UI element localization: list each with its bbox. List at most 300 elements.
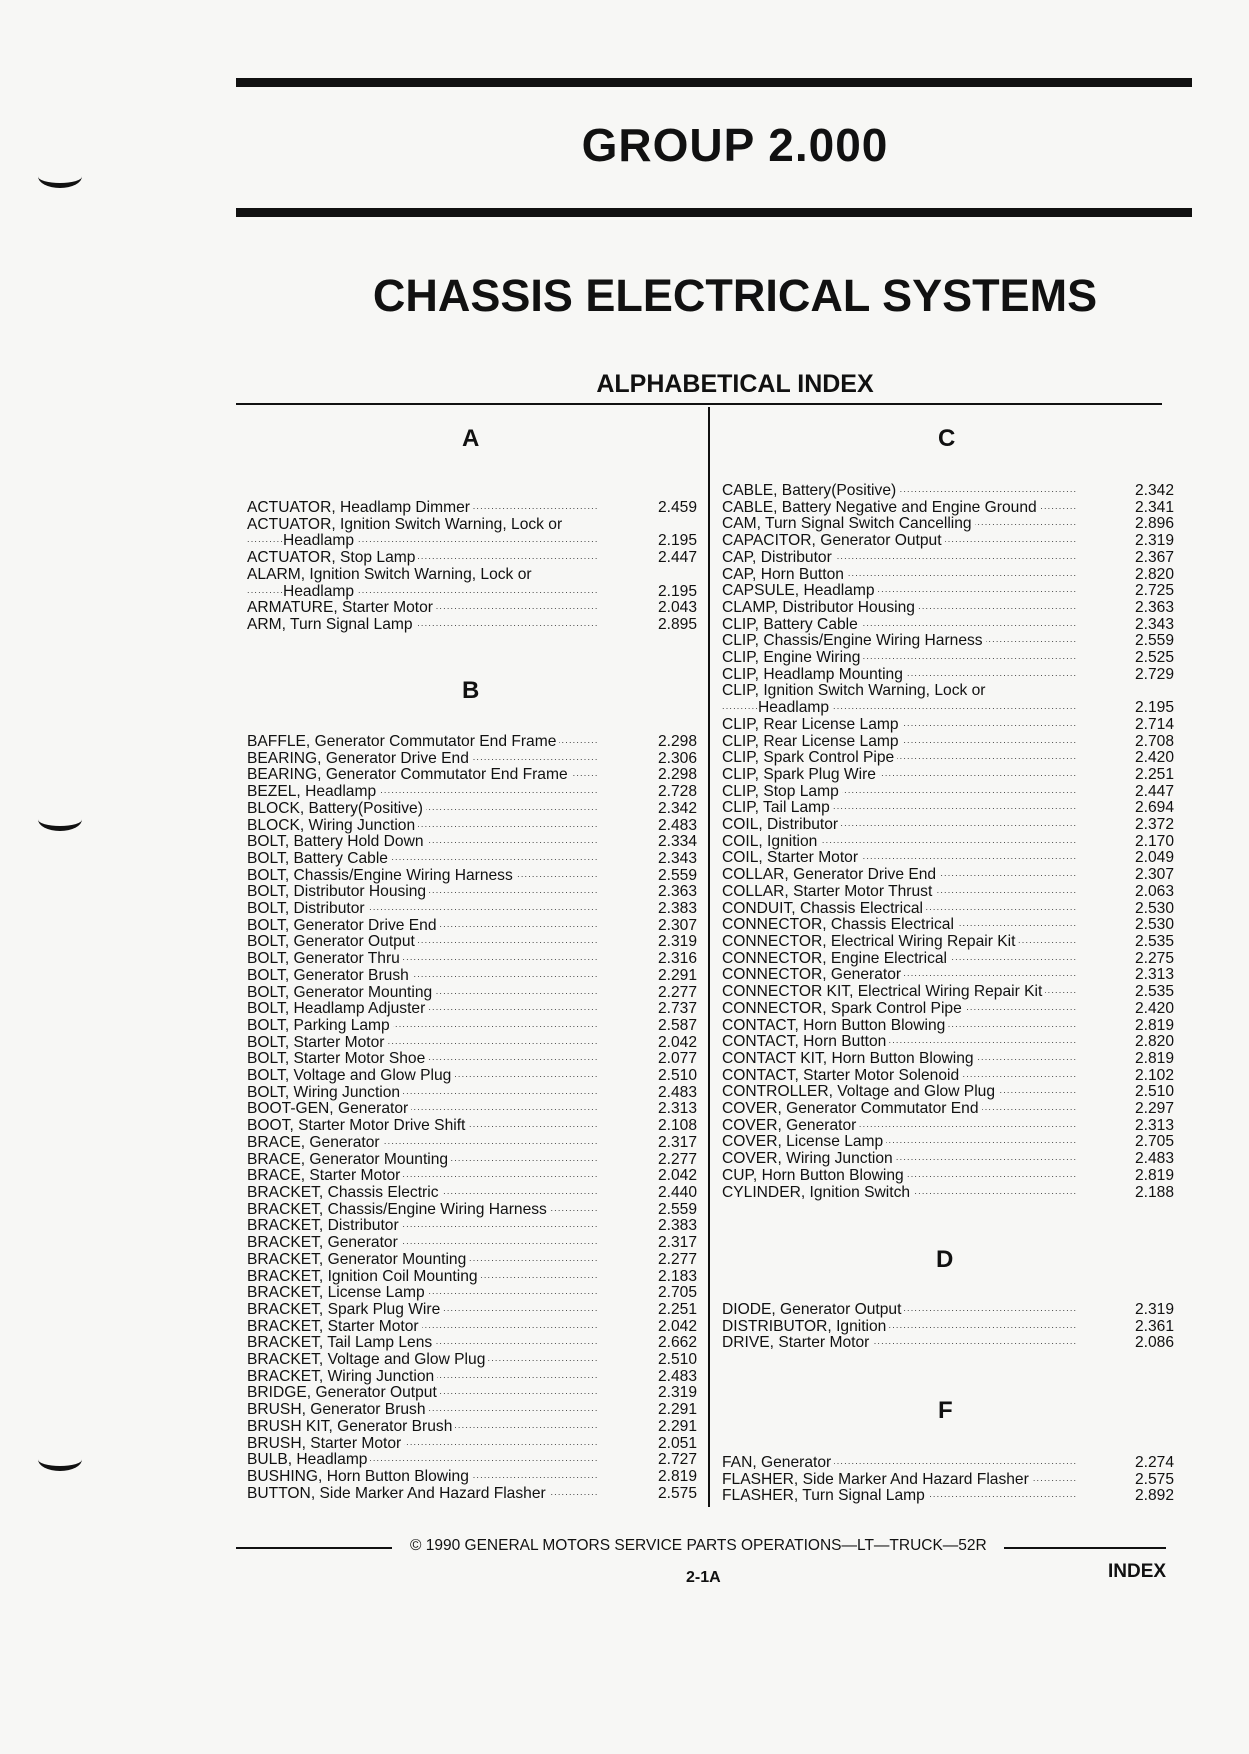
copyright-notice: © 1990 GENERAL MOTORS SERVICE PARTS OPERATIONS—LT—TRUCK—52R <box>410 1537 987 1554</box>
index-entry <box>722 867 1174 884</box>
entry-text: BRACKET, Distributor <box>247 1218 402 1234</box>
index-entry <box>722 734 1174 751</box>
entry-page: 2.307 <box>1134 866 1174 884</box>
entry-text: BOLT, Voltage and Glow Plug <box>247 1068 454 1084</box>
index-entry <box>722 901 1174 918</box>
entry-page: 2.251 <box>657 1300 697 1318</box>
entry-text: CONTACT, Horn Button Blowing <box>722 1018 948 1034</box>
index-entry <box>722 884 1174 901</box>
index-entry <box>247 1018 697 1035</box>
entry-page: 2.361 <box>1134 1317 1174 1335</box>
index-entry <box>722 1168 1174 1185</box>
index-entry <box>247 834 697 851</box>
entry-page: 2.183 <box>657 1267 697 1285</box>
entry-text: CONTROLLER, Voltage and Glow Plug <box>722 1084 998 1100</box>
system-title: CHASSIS ELECTRICAL SYSTEMS <box>372 270 1098 321</box>
entry-text: BOLT, Wiring Junction <box>247 1085 403 1101</box>
entry-text: BRIDGE, Generator Output <box>247 1385 440 1401</box>
entry-page: 2.896 <box>1134 515 1174 533</box>
entry-text: CLIP, Battery Cable <box>722 617 861 633</box>
entry-text: CYLINDER, Ignition Switch <box>722 1185 913 1201</box>
index-entry <box>722 683 1174 700</box>
entry-text: BRACKET, Generator Mounting <box>247 1252 469 1268</box>
index-entry <box>722 1319 1174 1336</box>
index-entry <box>722 516 1174 533</box>
entry-page: 2.483 <box>1134 1150 1174 1168</box>
entry-text: BOLT, Battery Cable <box>247 851 391 867</box>
entry-text: BOLT, Generator Output <box>247 934 418 950</box>
entry-text: ARMATURE, Starter Motor <box>247 600 436 616</box>
index-entry <box>247 784 697 801</box>
entry-text: FLASHER, Side Marker And Hazard Flasher <box>722 1472 1032 1488</box>
index-entry <box>722 1335 1174 1352</box>
index-entry <box>247 1419 697 1436</box>
index-entry <box>247 901 697 918</box>
entry-page: 2.440 <box>657 1183 697 1201</box>
entry-text: BOLT, Headlamp Adjuster <box>247 1001 428 1017</box>
entry-text: CLIP, Chassis/Engine Wiring Harness <box>722 633 986 649</box>
index-entry <box>247 1402 697 1419</box>
entry-page: 2.662 <box>657 1334 697 1352</box>
entry-page: 2.043 <box>657 599 697 617</box>
entry-page: 2.820 <box>1134 1033 1174 1051</box>
index-title: ALPHABETICAL INDEX <box>596 370 874 398</box>
index-entry <box>722 600 1174 617</box>
index-rule <box>236 403 1162 405</box>
entry-text: CONNECTOR, Chassis Electrical <box>722 917 957 933</box>
entry-text: ACTUATOR, Stop Lamp <box>247 550 418 566</box>
index-list-b <box>247 734 697 1502</box>
entry-text: BLOCK, Wiring Junction <box>247 818 418 834</box>
index-entry <box>722 633 1174 650</box>
entry-text: COIL, Ignition <box>722 834 820 850</box>
entry-page: 2.298 <box>657 766 697 784</box>
index-entry <box>247 617 697 634</box>
entry-page: 2.277 <box>657 983 697 1001</box>
index-entry <box>722 650 1174 667</box>
index-entry <box>247 1319 697 1336</box>
index-entry <box>247 550 697 567</box>
entry-text: BUTTON, Side Marker And Hazard Flasher <box>247 1486 549 1502</box>
entry-page: 2.319 <box>657 933 697 951</box>
entry-text: BOLT, Starter Motor Shoe <box>247 1051 428 1067</box>
entry-page: 2.729 <box>1134 665 1174 683</box>
entry-text: CONNECTOR, Engine Electrical <box>722 951 950 967</box>
entry-page: 2.483 <box>657 816 697 834</box>
index-list-d <box>722 1302 1174 1352</box>
index-entry <box>247 868 697 885</box>
index-entry <box>247 517 697 534</box>
index-entry <box>247 1335 697 1352</box>
entry-page: 2.383 <box>657 900 697 918</box>
entry-page: 2.510 <box>657 1351 697 1369</box>
index-entry <box>247 1152 697 1169</box>
entry-page: 2.714 <box>1134 715 1174 733</box>
entry-page: 2.819 <box>1134 1166 1174 1184</box>
letter-heading-c: C <box>938 425 956 452</box>
entry-page: 2.297 <box>1134 1100 1174 1118</box>
entry-text: BOLT, Distributor <box>247 901 368 917</box>
entry-page: 2.820 <box>1134 565 1174 583</box>
letter-heading-b: B <box>462 677 480 704</box>
entry-text: BEARING, Generator Drive End <box>247 751 472 767</box>
index-entry <box>722 483 1174 500</box>
index-entry <box>247 533 697 550</box>
index-entry <box>722 800 1174 817</box>
entry-text: BRACKET, Ignition Coil Mounting <box>247 1269 481 1285</box>
index-entry <box>247 884 697 901</box>
entry-text: CLIP, Spark Plug Wire <box>722 767 879 783</box>
entry-page: 2.575 <box>1134 1470 1174 1488</box>
entry-text: BOOT, Starter Motor Drive Shift <box>247 1118 468 1134</box>
entry-text: CONNECTOR, Generator <box>722 967 904 983</box>
entry-page: 2.298 <box>657 733 697 750</box>
second-rule <box>236 208 1192 217</box>
entry-text: DRIVE, Starter Motor <box>722 1335 872 1351</box>
entry-text: BRACKET, Chassis Electric <box>247 1185 442 1201</box>
index-entry <box>722 817 1174 834</box>
entry-text: BOOT-GEN, Generator <box>247 1101 411 1117</box>
top-rule <box>236 78 1192 87</box>
entry-page: 2.188 <box>1134 1183 1174 1201</box>
index-entry <box>722 667 1174 684</box>
entry-text: BRUSH, Generator Brush <box>247 1402 429 1418</box>
column-divider <box>708 407 710 1507</box>
entry-page: 2.317 <box>657 1234 697 1252</box>
entry-page: 2.535 <box>1134 983 1174 1001</box>
index-entry <box>722 1455 1174 1472</box>
entry-page: 2.459 <box>657 499 697 516</box>
entry-page: 2.483 <box>657 1367 697 1385</box>
binder-mark <box>38 1448 82 1471</box>
entry-text: CAM, Turn Signal Switch Cancelling <box>722 516 975 532</box>
entry-page: 2.559 <box>657 866 697 884</box>
index-entry <box>247 1085 697 1102</box>
page-number: 2-1A <box>686 1569 721 1586</box>
entry-text: CLIP, Spark Control Pipe <box>722 750 897 766</box>
index-entry <box>247 851 697 868</box>
entry-text: CLIP, Engine Wiring <box>722 650 863 666</box>
entry-text: CLIP, Stop Lamp <box>722 784 842 800</box>
index-entry <box>722 767 1174 784</box>
index-entry <box>722 550 1174 567</box>
entry-page: 2.063 <box>1134 882 1174 900</box>
entry-page: 2.725 <box>1134 582 1174 600</box>
entry-page: 2.892 <box>1134 1487 1174 1505</box>
index-entry <box>247 968 697 985</box>
entry-page: 2.277 <box>657 1250 697 1268</box>
index-entry <box>722 1118 1174 1135</box>
index-entry <box>247 934 697 951</box>
entry-page: 2.510 <box>1134 1083 1174 1101</box>
index-entry <box>247 600 697 617</box>
index-entry <box>247 818 697 835</box>
entry-page: 2.042 <box>657 1033 697 1051</box>
entry-page: 2.313 <box>657 1100 697 1118</box>
binder-mark <box>38 165 82 188</box>
entry-text: DIODE, Generator Output <box>722 1302 904 1318</box>
binder-mark <box>38 808 82 831</box>
entry-page: 2.291 <box>657 1401 697 1419</box>
entry-text: CUP, Horn Button Blowing <box>722 1168 907 1184</box>
entry-page: 2.559 <box>657 1200 697 1218</box>
entry-text: Headlamp <box>758 700 832 716</box>
index-entry <box>247 1235 697 1252</box>
section-label: INDEX <box>1108 1561 1167 1582</box>
index-entry <box>247 1452 697 1469</box>
entry-text: BOLT, Chassis/Engine Wiring Harness <box>247 868 516 884</box>
index-entry <box>247 1252 697 1269</box>
index-entry <box>247 767 697 784</box>
entry-text: Headlamp <box>283 584 357 600</box>
entry-text: BRUSH KIT, Generator Brush <box>247 1419 455 1435</box>
entry-page: 2.819 <box>1134 1016 1174 1034</box>
entry-text: BOLT, Parking Lamp <box>247 1018 393 1034</box>
entry-page: 2.274 <box>1134 1454 1174 1471</box>
entry-text: CONTACT, Starter Motor Solenoid <box>722 1068 962 1084</box>
entry-text: BRUSH, Starter Motor <box>247 1436 404 1452</box>
entry-page: 2.343 <box>1134 615 1174 633</box>
entry-text: Headlamp <box>283 533 357 549</box>
entry-text: CONNECTOR, Electrical Wiring Repair Kit <box>722 934 1018 950</box>
entry-page: 2.049 <box>1134 849 1174 867</box>
entry-page: 2.170 <box>1134 832 1174 850</box>
index-entry <box>722 583 1174 600</box>
index-entry <box>247 1218 697 1235</box>
index-entry <box>722 533 1174 550</box>
entry-text: COIL, Starter Motor <box>722 850 861 866</box>
index-entry <box>722 1001 1174 1018</box>
index-entry <box>722 784 1174 801</box>
entry-text: CONTACT KIT, Horn Button Blowing <box>722 1051 977 1067</box>
index-entry <box>722 850 1174 867</box>
index-entry <box>722 1068 1174 1085</box>
entry-page: 2.363 <box>1134 598 1174 616</box>
index-entry <box>722 750 1174 767</box>
entry-text: BOLT, Distributor Housing <box>247 884 429 900</box>
index-entry <box>247 1469 697 1486</box>
entry-text: CAPACITOR, Generator Output <box>722 533 945 549</box>
entry-page: 2.705 <box>657 1284 697 1302</box>
index-list-a <box>247 500 697 634</box>
entry-text: CLIP, Ignition Switch Warning, Lock or <box>722 683 989 699</box>
entry-text: BULB, Headlamp <box>247 1452 370 1468</box>
index-entry <box>247 1436 697 1453</box>
index-entry <box>722 567 1174 584</box>
entry-text: CAP, Distributor <box>722 550 835 566</box>
index-entry <box>722 917 1174 934</box>
index-entry <box>247 951 697 968</box>
index-entry <box>722 1151 1174 1168</box>
entry-page: 2.447 <box>657 549 697 567</box>
entry-page: 2.077 <box>657 1050 697 1068</box>
index-entry <box>247 1118 697 1135</box>
index-entry <box>722 951 1174 968</box>
entry-page: 2.342 <box>657 799 697 817</box>
entry-page: 2.483 <box>657 1083 697 1101</box>
entry-text: ACTUATOR, Ignition Switch Warning, Lock or <box>247 517 565 533</box>
index-entry <box>247 1051 697 1068</box>
entry-page: 2.510 <box>657 1067 697 1085</box>
footer-rule-left <box>236 1547 392 1549</box>
entry-page: 2.316 <box>657 950 697 968</box>
index-entry <box>722 967 1174 984</box>
entry-page: 2.728 <box>657 783 697 801</box>
entry-page: 2.051 <box>657 1434 697 1452</box>
index-entry <box>722 1302 1174 1319</box>
entry-text: COLLAR, Starter Motor Thrust <box>722 884 935 900</box>
entry-text: BLOCK, Battery(Positive) <box>247 801 426 817</box>
entry-text: BRACE, Starter Motor <box>247 1168 403 1184</box>
entry-page: 2.367 <box>1134 548 1174 566</box>
entry-page: 2.420 <box>1134 999 1174 1017</box>
index-entry <box>247 1168 697 1185</box>
entry-page: 2.575 <box>657 1484 697 1502</box>
index-entry <box>247 1202 697 1219</box>
entry-text: BUSHING, Horn Button Blowing <box>247 1469 472 1485</box>
index-entry <box>247 1035 697 1052</box>
index-entry <box>247 1486 697 1503</box>
entry-text: BRACKET, Tail Lamp Lens <box>247 1335 435 1351</box>
entry-text: CONTACT, Horn Button <box>722 1034 889 1050</box>
entry-page: 2.313 <box>1134 1116 1174 1134</box>
index-entry <box>722 500 1174 517</box>
entry-page: 2.694 <box>1134 799 1174 817</box>
entry-text: FAN, Generator <box>722 1455 834 1471</box>
index-entry <box>722 617 1174 634</box>
entry-text: CLIP, Rear License Lamp <box>722 734 902 750</box>
entry-text: BRACKET, Chassis/Engine Wiring Harness <box>247 1202 550 1218</box>
index-entry <box>247 1285 697 1302</box>
entry-text: COVER, License Lamp <box>722 1134 886 1150</box>
entry-text: BEZEL, Headlamp <box>247 784 379 800</box>
entry-text: ALARM, Ignition Switch Warning, Lock or <box>247 567 535 583</box>
index-entry <box>247 1001 697 1018</box>
entry-text: BOLT, Generator Brush <box>247 968 412 984</box>
index-entry <box>247 1369 697 1386</box>
index-entry <box>247 801 697 818</box>
entry-text: CLAMP, Distributor Housing <box>722 600 918 616</box>
entry-text: CAP, Horn Button <box>722 567 847 583</box>
index-entry <box>247 567 697 584</box>
entry-text: CLIP, Tail Lamp <box>722 800 833 816</box>
entry-text: CABLE, Battery(Positive) <box>722 483 899 499</box>
index-entry <box>722 717 1174 734</box>
entry-page: 2.275 <box>1134 949 1174 967</box>
index-entry <box>247 500 697 517</box>
index-entry <box>247 584 697 601</box>
entry-page: 2.708 <box>1134 732 1174 750</box>
entry-page: 2.042 <box>657 1317 697 1335</box>
entry-page: 2.530 <box>1134 916 1174 934</box>
entry-text: CLIP, Rear License Lamp <box>722 717 902 733</box>
entry-page: 2.363 <box>657 883 697 901</box>
entry-page: 2.705 <box>1134 1133 1174 1151</box>
entry-text: BRACKET, Starter Motor <box>247 1319 422 1335</box>
entry-text: BOLT, Generator Drive End <box>247 918 440 934</box>
index-entry <box>247 1385 697 1402</box>
entry-text: COVER, Wiring Junction <box>722 1151 896 1167</box>
entry-page: 2.343 <box>657 849 697 867</box>
entry-text: BRACE, Generator Mounting <box>247 1152 451 1168</box>
entry-page: 2.277 <box>657 1150 697 1168</box>
group-title: GROUP 2.000 <box>581 119 889 171</box>
entry-page: 2.341 <box>1134 498 1174 516</box>
index-entry <box>247 1185 697 1202</box>
entry-page: 2.587 <box>657 1016 697 1034</box>
entry-text: BRACKET, Wiring Junction <box>247 1369 437 1385</box>
index-entry <box>722 1051 1174 1068</box>
index-entry <box>722 1488 1174 1505</box>
index-entry <box>247 751 697 768</box>
entry-page: 2.383 <box>657 1217 697 1235</box>
entry-page: 2.102 <box>1134 1066 1174 1084</box>
entry-page: 2.819 <box>657 1467 697 1485</box>
entry-page: 2.895 <box>657 615 697 633</box>
index-entry <box>247 1352 697 1369</box>
entry-text: COIL, Distributor <box>722 817 841 833</box>
index-entry <box>722 1185 1174 1202</box>
index-entry <box>247 734 697 751</box>
entry-text: DISTRIBUTOR, Ignition <box>722 1319 889 1335</box>
entry-text: CONNECTOR KIT, Electrical Wiring Repair Kit <box>722 984 1045 1000</box>
entry-text: BRACE, Generator <box>247 1135 383 1151</box>
index-entry <box>722 984 1174 1001</box>
entry-text: BRACKET, Spark Plug Wire <box>247 1302 443 1318</box>
index-entry <box>247 985 697 1002</box>
entry-page: 2.737 <box>657 1000 697 1018</box>
entry-text: ACTUATOR, Headlamp Dimmer <box>247 500 473 516</box>
entry-page: 2.447 <box>1134 782 1174 800</box>
entry-page: 2.317 <box>657 1133 697 1151</box>
letter-heading-d: D <box>936 1246 954 1273</box>
entry-text: CABLE, Battery Negative and Engine Ground <box>722 500 1040 516</box>
index-entry <box>722 1034 1174 1051</box>
entry-text: BRACKET, Voltage and Glow Plug <box>247 1352 488 1368</box>
entry-page: 2.108 <box>657 1117 697 1135</box>
entry-page: 2.342 <box>1134 482 1174 499</box>
index-entry <box>722 1084 1174 1101</box>
entry-text: ARM, Turn Signal Lamp <box>247 617 416 633</box>
index-entry <box>722 1018 1174 1035</box>
entry-page: 2.334 <box>657 833 697 851</box>
entry-text: COVER, Generator Commutator End <box>722 1101 982 1117</box>
entry-text: CONDUIT, Chassis Electrical <box>722 901 926 917</box>
entry-page: 2.525 <box>1134 649 1174 667</box>
entry-page: 2.291 <box>657 1417 697 1435</box>
entry-text: COVER, Generator <box>722 1118 859 1134</box>
entry-text: BRACKET, Generator <box>247 1235 401 1251</box>
index-entry <box>247 918 697 935</box>
letter-heading-f: F <box>938 1397 953 1424</box>
entry-text: FLASHER, Turn Signal Lamp <box>722 1488 928 1504</box>
entry-page: 2.086 <box>1134 1334 1174 1352</box>
entry-text: CONNECTOR, Spark Control Pipe <box>722 1001 965 1017</box>
entry-text: CAPSULE, Headlamp <box>722 583 878 599</box>
entry-page: 2.251 <box>1134 765 1174 783</box>
entry-text: BAFFLE, Generator Commutator End Frame <box>247 734 559 750</box>
entry-text: BOLT, Battery Hold Down <box>247 834 427 850</box>
entry-page: 2.319 <box>1134 532 1174 550</box>
index-entry <box>722 934 1174 951</box>
index-entry <box>722 1101 1174 1118</box>
entry-page: 2.195 <box>657 582 697 600</box>
entry-page: 2.195 <box>657 532 697 550</box>
index-entry <box>247 1101 697 1118</box>
footer-rule-right <box>1004 1547 1166 1549</box>
entry-page: 2.319 <box>657 1384 697 1402</box>
entry-page: 2.307 <box>657 916 697 934</box>
